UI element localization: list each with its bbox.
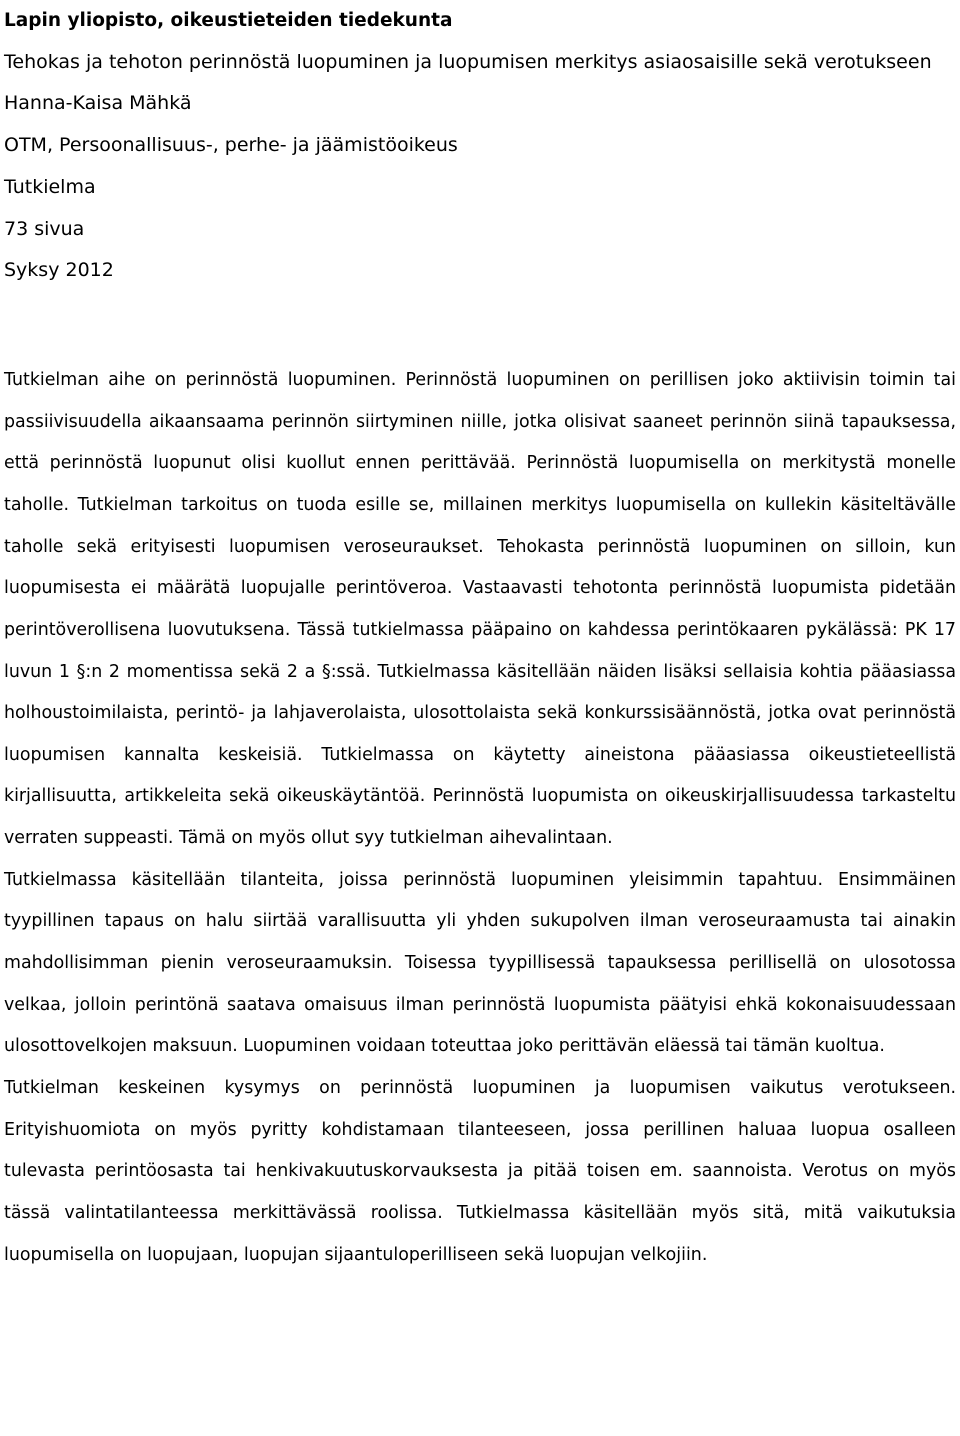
faculty-line: Lapin yliopisto, oikeustieteiden tiedekunta xyxy=(4,10,453,31)
thesis-type: Tutkielma xyxy=(4,175,96,198)
abstract-paragraph-2: Tutkielmassa käsitellään tilanteita, joissa perinnöstä luopuminen yleisimmin tapahtuu. Ensimmäinen tyypillinen tapaus on halu siirtää varallisuutta yli yhden sukupolven ilman veroseuraamusta tai ainakin mahdollisimman pienin veroseuraamuksin. Toisessa tyypillisessä tapauksessa perillisellä on ulosotossa velkaa, jolloin perintönä saatava omaisuus ilman perinnöstä luopumista päätyisi ehkä kokonaisuudessaan ulosottovelkojen maksuun. Luopuminen voidaan toteuttaa joko perittävän eläessä tai tämän kuoltua. xyxy=(4,869,956,1057)
term-line: Syksy 2012 xyxy=(4,259,114,282)
thesis-title: Tehokas ja tehoton perinnöstä luopuminen ja luopumisen merkitys asiaosaisille sekä verotukseen xyxy=(4,50,932,73)
abstract-paragraph-3: Tutkielman keskeinen kysymys on perinnöstä luopuminen ja luopumisen vaikutus verotukseen. Erityishuomiota on myös pyritty kohdistamaan tilanteeseen, jossa perillinen haluaa luopua osalleen tulevasta perintöosasta tai henkivakuutuskorvauksesta ja pitää toisen em. saannoista. Verotus on myös tässä valintatilanteessa merkittävässä roolissa. Tutkielmassa käsitellään myös sitä, mitä vaikutuksia luopumisella on luopujaan, luopujan sijaantuloperilliseen sekä luopujan velkojiin. xyxy=(4,1078,956,1265)
degree-line: OTM, Persoonallisuus-, perhe- ja jäämistöoikeus xyxy=(4,134,458,157)
title-page-header xyxy=(4,0,956,292)
abstract-paragraph-1: Tutkielman aihe on perinnöstä luopuminen. Perinnöstä luopuminen on perillisen joko aktiivisin toimin tai passiivisuudella aikaansaama perinnön siirtyminen niille, jotka olisivat saaneet perinnön siinä tapauksessa, että perinnöstä luopunut olisi kuollut ennen perittävää. Perinnöstä luopumisella on merkitystä monelle taholle. Tutkielman tarkoitus on tuoda esille se, millainen merkitys luopumisella on kullekin käsiteltävälle taholle sekä erityisesti luopumisen veroseuraukset. Tehokasta perinnöstä luopuminen on silloin, kun luopumisesta ei määrätä luopujalle perintöveroa. Vastaavasti tehotonta perinnöstä luopumista pidetään perintöverollisena luovutuksena. Tässä tutkielmassa pääpaino on kahdessa perintökaaren pykälässä: PK 17 luvun 1 §:n 2 momentissa sekä 2 a §:ssä. Tutkielmassa käsitellään näiden lisäksi sellaisia kohtia pääasiassa holhoustoimilaista, perintö- ja lahjaverolaista, ulosottolaista sekä konkurssisäännöstä, jotka ovat perinnöstä luopumisen kannalta keskeisiä. Tutkielmassa on käytetty aineistona pääasiassa oikeustieteellistä kirjallisuutta, artikkeleita sekä oikeuskäytäntöä. Perinnöstä luopumista on oikeuskirjallisuudessa tarkasteltu verraten suppeasti. Tämä on myös ollut syy tutkielman aihevalintaan. xyxy=(4,369,956,849)
author-name: Hanna-Kaisa Mähkä xyxy=(4,92,192,115)
page-count: 73 sivua xyxy=(4,217,85,240)
abstract-body xyxy=(4,360,956,1276)
